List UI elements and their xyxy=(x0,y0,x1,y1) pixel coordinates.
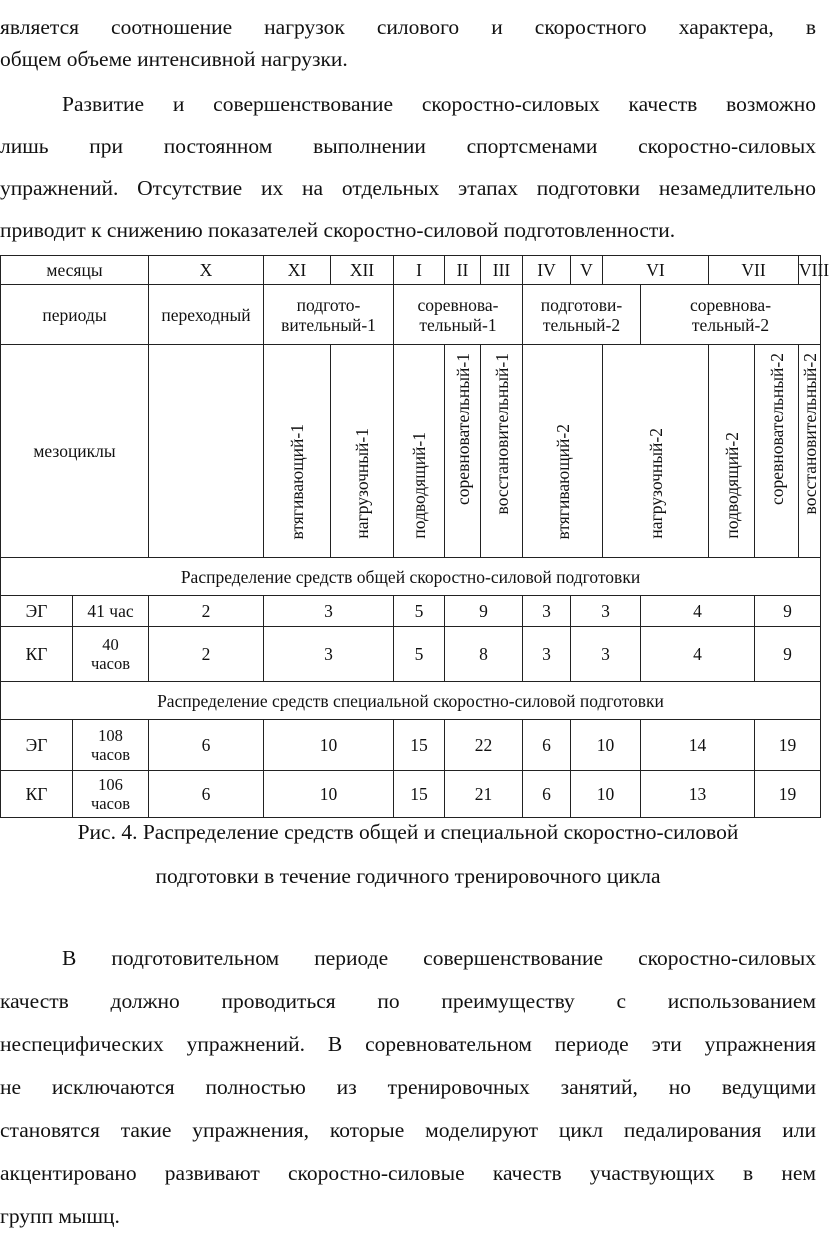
group-cell: ЭГ xyxy=(1,596,73,627)
text-line: приводит к снижению показателей скоростно-силовой подготовленности. xyxy=(0,218,676,242)
text-line: качеств должно проводиться по преимуществу с использованием xyxy=(0,989,816,1013)
hours-number: 108 xyxy=(98,726,123,745)
period-cell xyxy=(641,285,821,345)
period-cell xyxy=(523,285,641,345)
value-cell: 5 xyxy=(394,627,445,682)
value-cell: 6 xyxy=(523,771,571,818)
period-text: соревнова- xyxy=(689,294,772,315)
hours-cell xyxy=(73,771,149,818)
mesocycle-cell xyxy=(481,345,523,558)
value-cell: 14 xyxy=(641,720,755,771)
mesocycle-cell xyxy=(755,345,799,558)
text-line: лишь при постоянном выполнении спортсменами скоростно-силовых xyxy=(0,134,816,158)
mesocycle-text: соревновательный-2 xyxy=(766,353,787,505)
value-cell: 15 xyxy=(394,771,445,818)
value-cell: 6 xyxy=(149,771,264,818)
value-cell: 15 xyxy=(394,720,445,771)
months-row xyxy=(1,256,821,285)
table-row xyxy=(1,627,821,682)
hours-cell xyxy=(73,720,149,771)
mesocycles-label: мезоциклы xyxy=(1,345,149,558)
value-cell: 9 xyxy=(755,627,821,682)
mesocycle-text: восстановительный-2 xyxy=(799,353,820,515)
mesocycle-empty xyxy=(149,345,264,558)
value-cell: 3 xyxy=(264,596,394,627)
text-line: становятся такие упражнения, которые моделируют цикл педалирования или xyxy=(0,1118,816,1142)
text-line: Развитие и совершенствование скоростно-силовых качеств возможно xyxy=(62,92,816,116)
period-text: тельный-2 xyxy=(542,314,621,335)
months-label: месяцы xyxy=(1,256,149,285)
hours-number: 40 xyxy=(102,635,119,654)
value-cell: 5 xyxy=(394,596,445,627)
text-line: неспецифических упражнений. В соревновательном периоде эти упражнения xyxy=(0,1032,816,1056)
mesocycle-text: втягивающий-1 xyxy=(287,423,307,539)
caption-line: подготовки в течение годичного тренировочного цикла xyxy=(155,864,661,888)
text-line: В подготовительном периоде совершенствование скоростно-силовых xyxy=(62,946,816,970)
group-cell: КГ xyxy=(1,627,73,682)
value-cell: 9 xyxy=(445,596,523,627)
value-cell: 9 xyxy=(755,596,821,627)
text-line: групп мышц. xyxy=(0,1204,120,1228)
group-cell: ЭГ xyxy=(1,720,73,771)
value-cell: 10 xyxy=(571,771,641,818)
table-row xyxy=(1,720,821,771)
month-cell: XII xyxy=(331,256,394,285)
period-cell xyxy=(264,285,394,345)
value-cell: 10 xyxy=(571,720,641,771)
hours-unit: часов xyxy=(91,745,130,764)
value-cell: 10 xyxy=(264,771,394,818)
mesocycle-text: соревновательный-1 xyxy=(452,353,473,505)
month-cell: II xyxy=(445,256,481,285)
periods-label: периоды xyxy=(1,285,149,345)
value-cell: 19 xyxy=(755,720,821,771)
hours-number: 106 xyxy=(98,775,123,794)
period-text: подгото- xyxy=(296,294,361,315)
mesocycle-cell xyxy=(331,345,394,558)
mesocycle-cell xyxy=(394,345,445,558)
mesocycle-cell xyxy=(445,345,481,558)
month-cell: IV xyxy=(523,256,571,285)
mesocycle-cell xyxy=(709,345,755,558)
hours-unit: часов xyxy=(91,654,130,673)
month-cell: I xyxy=(394,256,445,285)
value-cell: 2 xyxy=(149,627,264,682)
value-cell: 3 xyxy=(571,627,641,682)
value-cell: 3 xyxy=(264,627,394,682)
text-line: упражнений. Отсутствие их на отдельных этапах подготовки незамедлительно xyxy=(0,176,816,200)
period-cell xyxy=(394,285,523,345)
hours-cell xyxy=(73,627,149,682)
value-cell: 3 xyxy=(571,596,641,627)
value-cell: 19 xyxy=(755,771,821,818)
mesocycles-row xyxy=(1,345,821,558)
value-cell: 13 xyxy=(641,771,755,818)
section-title: Распределение средств общей скоростно-силовой подготовки xyxy=(1,558,821,596)
period-text: подготови- xyxy=(540,294,623,315)
month-cell: VIII xyxy=(799,256,821,285)
caption-line: Рис. 4. Распределение средств общей и специальной скоростно-силовой xyxy=(77,820,739,844)
mesocycle-cell xyxy=(264,345,331,558)
value-cell: 4 xyxy=(641,596,755,627)
text-line: общем объеме интенсивной нагрузки. xyxy=(0,47,348,71)
period-text: соревнова- xyxy=(417,294,499,315)
month-cell: VI xyxy=(603,256,709,285)
mesocycle-text: подводящий-1 xyxy=(409,432,429,539)
text-line: акцентировано развивают скоростно-силовые качеств участвующих в нем xyxy=(0,1161,816,1185)
value-cell: 3 xyxy=(523,627,571,682)
section-title: Распределение средств специальной скоростно-силовой подготовки xyxy=(1,682,821,720)
table-row xyxy=(1,771,821,818)
value-cell: 8 xyxy=(445,627,523,682)
period-cell: переходный xyxy=(149,285,264,345)
value-cell: 6 xyxy=(149,720,264,771)
value-cell: 4 xyxy=(641,627,755,682)
text-line: является соотношение нагрузок силового и скоростного характера, в xyxy=(0,15,816,39)
mesocycle-text: втягивающий-2 xyxy=(552,423,573,539)
mesocycle-text: нагрузочный-2 xyxy=(645,428,666,539)
mesocycle-text: подводящий-2 xyxy=(721,432,742,539)
value-cell: 6 xyxy=(523,720,571,771)
month-cell: XI xyxy=(264,256,331,285)
table-row xyxy=(1,596,821,627)
period-text: вительный-1 xyxy=(281,314,376,335)
value-cell: 21 xyxy=(445,771,523,818)
month-cell: VII xyxy=(709,256,799,285)
mesocycle-text: нагрузочный-1 xyxy=(352,428,372,539)
mesocycle-cell xyxy=(799,345,821,558)
period-text: тельный-2 xyxy=(691,314,770,335)
month-cell: X xyxy=(149,256,264,285)
mesocycle-cell xyxy=(523,345,603,558)
hours-cell: 41 час xyxy=(73,596,149,627)
mesocycle-text: восстановительный-1 xyxy=(491,353,512,515)
mesocycle-cell xyxy=(603,345,709,558)
value-cell: 10 xyxy=(264,720,394,771)
hours-unit: часов xyxy=(91,794,130,813)
section-row-special xyxy=(1,682,821,720)
period-text: тельный-1 xyxy=(419,314,497,335)
training-cycle-table xyxy=(0,255,829,818)
group-cell: КГ xyxy=(1,771,73,818)
section-row-general xyxy=(1,558,821,596)
value-cell: 3 xyxy=(523,596,571,627)
value-cell: 2 xyxy=(149,596,264,627)
month-cell: III xyxy=(481,256,523,285)
value-cell: 22 xyxy=(445,720,523,771)
text-line: не исключаются полностью из тренировочных занятий, но ведущими xyxy=(0,1075,816,1099)
periods-row xyxy=(1,285,821,345)
month-cell: V xyxy=(571,256,603,285)
